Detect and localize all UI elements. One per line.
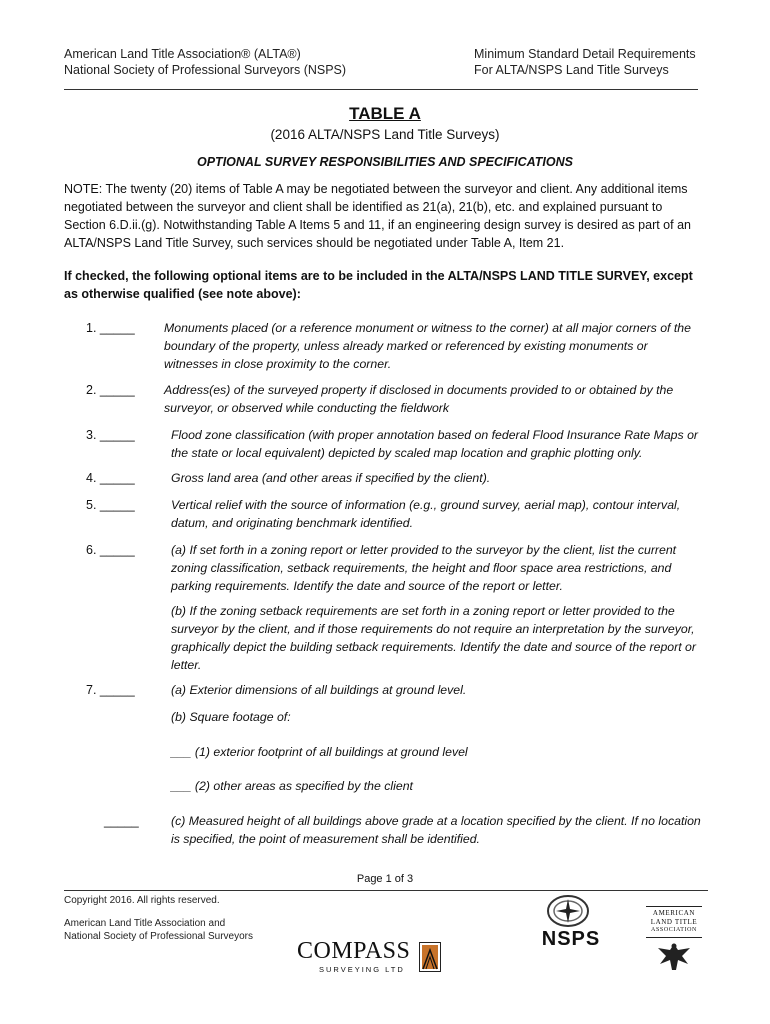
header-doc-title: Minimum Standard Detail Requirements xyxy=(474,47,696,61)
item-7c-checkbox-blank[interactable]: _____ xyxy=(104,814,139,828)
item-1-checkbox-blank[interactable]: 1. _____ xyxy=(86,321,135,335)
item-7a-text: (a) Exterior dimensions of all buildings at ground level. xyxy=(171,683,467,697)
header-org-alta: American Land Title Association® (ALTA®) xyxy=(64,47,301,61)
item-7b1-text[interactable]: ___ (1) exterior footprint of all buildings at ground level xyxy=(171,745,468,759)
item-7b-text: (b) Square footage of: xyxy=(171,710,291,724)
item-6-checkbox-blank[interactable]: 6. _____ xyxy=(86,543,135,557)
footer-org-line2: National Society of Professional Surveyors xyxy=(64,931,253,942)
footer-org-line1: American Land Title Association and xyxy=(64,918,226,929)
nsps-logo-text: NSPS xyxy=(541,928,601,950)
item-5-checkbox-blank[interactable]: 5. _____ xyxy=(86,498,135,512)
item-7b2-text[interactable]: ___ (2) other areas as specified by the client xyxy=(171,779,413,793)
header-right xyxy=(474,46,696,78)
item-4-text: Gross land area (and other areas if specified by the client). xyxy=(171,471,491,485)
item-7c-text: (c) Measured height of all buildings above grade at a location specified by the client. If no location is specified, the point of measurement shall be identified. xyxy=(171,814,701,846)
footer-copyright: Copyright 2016. All rights reserved. xyxy=(64,895,220,906)
alta-logo-rule-top xyxy=(646,906,702,907)
section-heading: OPTIONAL SURVEY RESPONSIBILITIES AND SPECIFICATIONS xyxy=(197,155,573,169)
header-divider xyxy=(64,89,698,90)
nsps-emblem-icon xyxy=(546,894,590,928)
alta-logo-line2: LAND TITLE xyxy=(650,918,698,926)
page-subtitle: (2016 ALTA/NSPS Land Title Surveys) xyxy=(270,127,500,142)
alta-logo-rule-bottom xyxy=(646,937,702,938)
eagle-icon xyxy=(654,940,694,974)
note-paragraph: NOTE: The twenty (20) items of Table A may be negotiated between the surveyor and client. Any additional items negotiated between the surveyor and client shall be identified as 21(a), 21(b), etc. and explained pursuant to Section 6.D.ii.(g). Notwithstanding Table A Items 5 and 11, if an engineering design survey is desired as part of an ALTA/NSPS Land Title Survey, such services should be negotiated under Table A, Item 21. xyxy=(64,182,691,250)
footer-divider xyxy=(64,890,708,891)
item-3-text: Flood zone classification (with proper annotation based on federal Flood Insurance Rate Maps or the state or local equivalent) depicted by scaled map location and graphic plotting only. xyxy=(171,428,699,460)
item-1-text: Monuments placed (or a reference monument or witness to the corner) at all major corners of the boundary of the property, unless already marked or referenced by existing monuments or witnesses in close proximity to the corner. xyxy=(164,321,691,371)
compass-logo-name: COMPASS xyxy=(297,938,411,964)
item-2-checkbox-blank[interactable]: 2. _____ xyxy=(86,383,135,397)
page-number: Page 1 of 3 xyxy=(356,873,414,885)
header-org-nsps: National Society of Professional Surveyors (NSPS) xyxy=(64,63,347,77)
header-left xyxy=(64,46,346,78)
header-doc-subtitle: For ALTA/NSPS Land Title Surveys xyxy=(474,63,669,77)
item-6b-text: (b) If the zoning setback requirements are set forth in a zoning report or letter provided to the surveyor by the client, and if those requirements do not require an interpretation by the surveyor, graphically depict the building setback requirements. Identify the date and source of the report or letter. xyxy=(171,604,696,672)
compass-surveying-logo xyxy=(297,938,447,978)
item-2-text: Address(es) of the surveyed property if disclosed in documents provided to or obtained by the surveyor, or observed while conducting the fieldwork xyxy=(164,383,674,415)
item-3-checkbox-blank[interactable]: 3. _____ xyxy=(86,428,135,442)
lead-paragraph: If checked, the following optional items are to be included in the ALTA/NSPS LAND TITLE SURVEY, except as otherwise qualified (see note above): xyxy=(64,269,693,301)
alta-logo-line1: AMERICAN xyxy=(652,909,696,917)
alta-logo-line3: ASSOCIATION xyxy=(651,927,697,933)
page-title: TABLE A xyxy=(349,104,421,123)
alta-logo xyxy=(644,904,704,974)
item-6a-text: (a) If set forth in a zoning report or letter provided to the surveyor by the client, list the current zoning classification, setback requirements, the height and floor space area restrictions, and parking requirements. Identify the date and source of the report or letter. xyxy=(171,543,677,593)
item-7-checkbox-blank[interactable]: 7. _____ xyxy=(86,683,135,697)
item-5-text: Vertical relief with the source of information (e.g., ground survey, aerial map), contour interval, datum, and originating benchmark identified. xyxy=(171,498,681,530)
compass-logo-subtitle: SURVEYING LTD xyxy=(319,965,405,974)
nsps-logo xyxy=(526,894,616,954)
compass-mark-icon xyxy=(419,942,441,972)
item-4-checkbox-blank[interactable]: 4. _____ xyxy=(86,471,135,485)
